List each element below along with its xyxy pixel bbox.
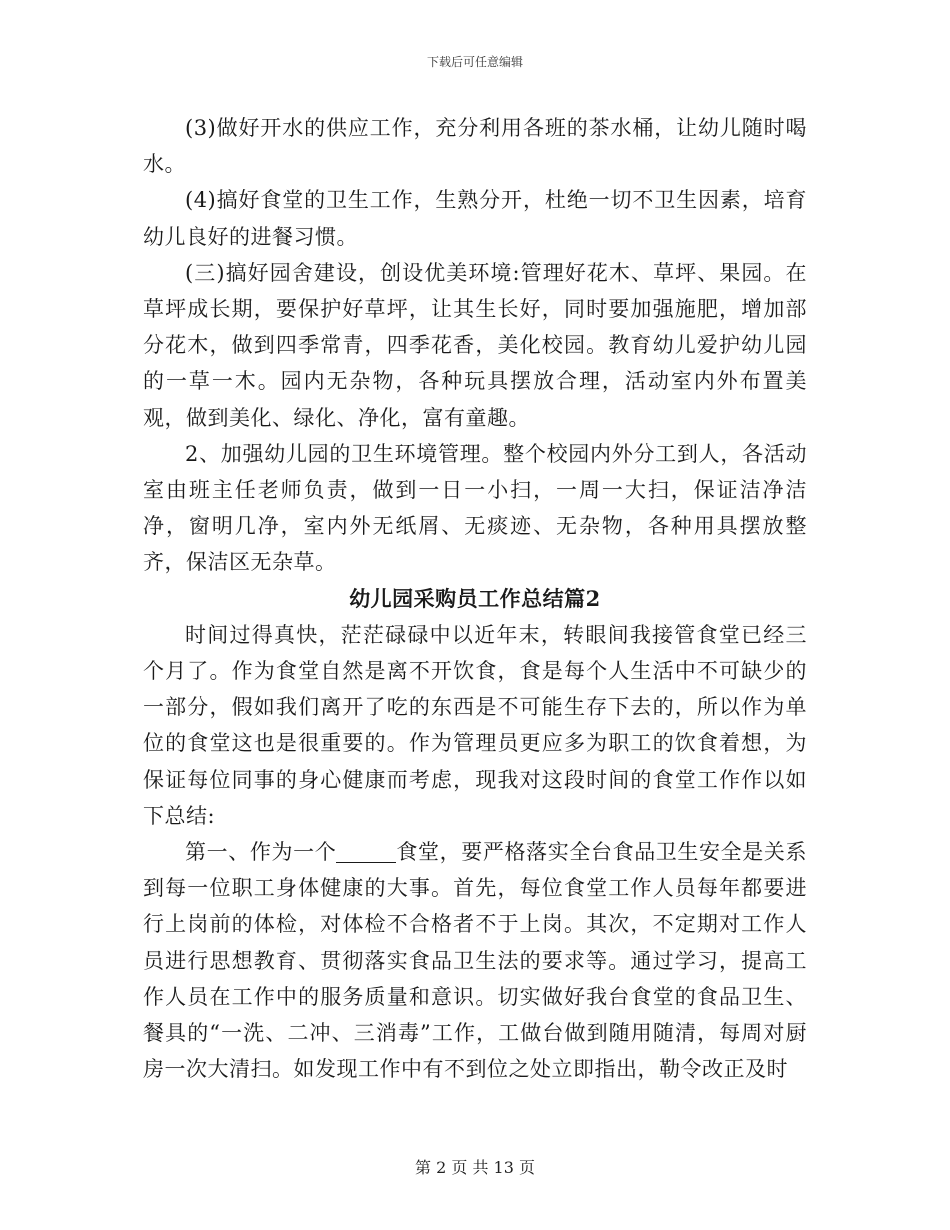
paragraph-campus-environment: (三)搞好园舍建设，创设优美环境:管理好花木、草坪、果园。在草坪成长期，要保护好草坪，让其生长好，同时要加强施肥，增加部分花木，做到四季常青，四季花香，美化校园。教育幼儿爱护幼儿园的一草一木。园内无杂物，各种玩具摆放合理，活动室内外布置美观，做到美化、绿化、净化，富有童趣。 [143, 260, 807, 430]
paragraph-intro: 时间过得真快，茫茫碌碌中以近年末，转眼间我接管食堂已经三个月了。作为食堂自然是离不开饮食，食是每个人生活中不可缺少的一部分，假如我们离开了吃的东西是不可能生存下去的，所以作为单位的食堂这也是很重要的。作为管理员更应多为职工的饮食着想，为保证每位同事的身心健康而考虑，现我对这段时间的食堂工作作以如下总结: [143, 622, 807, 828]
paragraph-first-text-a: 第一、作为一个 [185, 840, 337, 865]
page-number: 第 2 页 共 13 页 [415, 1158, 535, 1177]
section-title: 幼儿园采购员工作总结篇2 [349, 585, 601, 611]
paragraph-hot-water: (3)做好开水的供应工作，充分利用各班的茶水桶，让幼儿随时喝水。 [143, 116, 807, 177]
paragraph-first-point [143, 834, 807, 1087]
paragraph-sanitation-management: 2、加强幼儿园的卫生环境管理。整个校园内外分工到人，各活动室由班主任老师负责，做到一日一小扫，一周一大扫，保证洁净洁净，窗明几净，室内外无纸屑、无痰迹、无杂物，各种用具摆放整齐，保洁区无杂草。 [143, 441, 807, 575]
header-note: 下载后可任意编辑 [426, 55, 523, 69]
paragraph-canteen-hygiene: (4)搞好食堂的卫生工作，生熟分开，杜绝一切不卫生因素，培育幼儿良好的进餐习惯。 [143, 188, 807, 249]
fill-in-blank [336, 839, 396, 863]
document-body [143, 110, 807, 1087]
paragraph-first-text-b: 食堂，要严格落实全台食品卫生安全是关系到每一位职工身体健康的大事。首先，每位食堂工作人员每年都要进行上岗前的体检，对体检不合格者不于上岗。其次，不定期对工作人员进行思想教育、贯彻落实食品卫生法的要求等。通过学习，提高工作人员在工作中的服务质量和意识。切实做好我台食堂的食品卫生、餐具的“一洗、二冲、三消毒”工作，工做台做到随用随清，每周对厨房一次大清扫。如发现工作中有不到位之处立即指出，勒令改正及时 [143, 840, 808, 1082]
